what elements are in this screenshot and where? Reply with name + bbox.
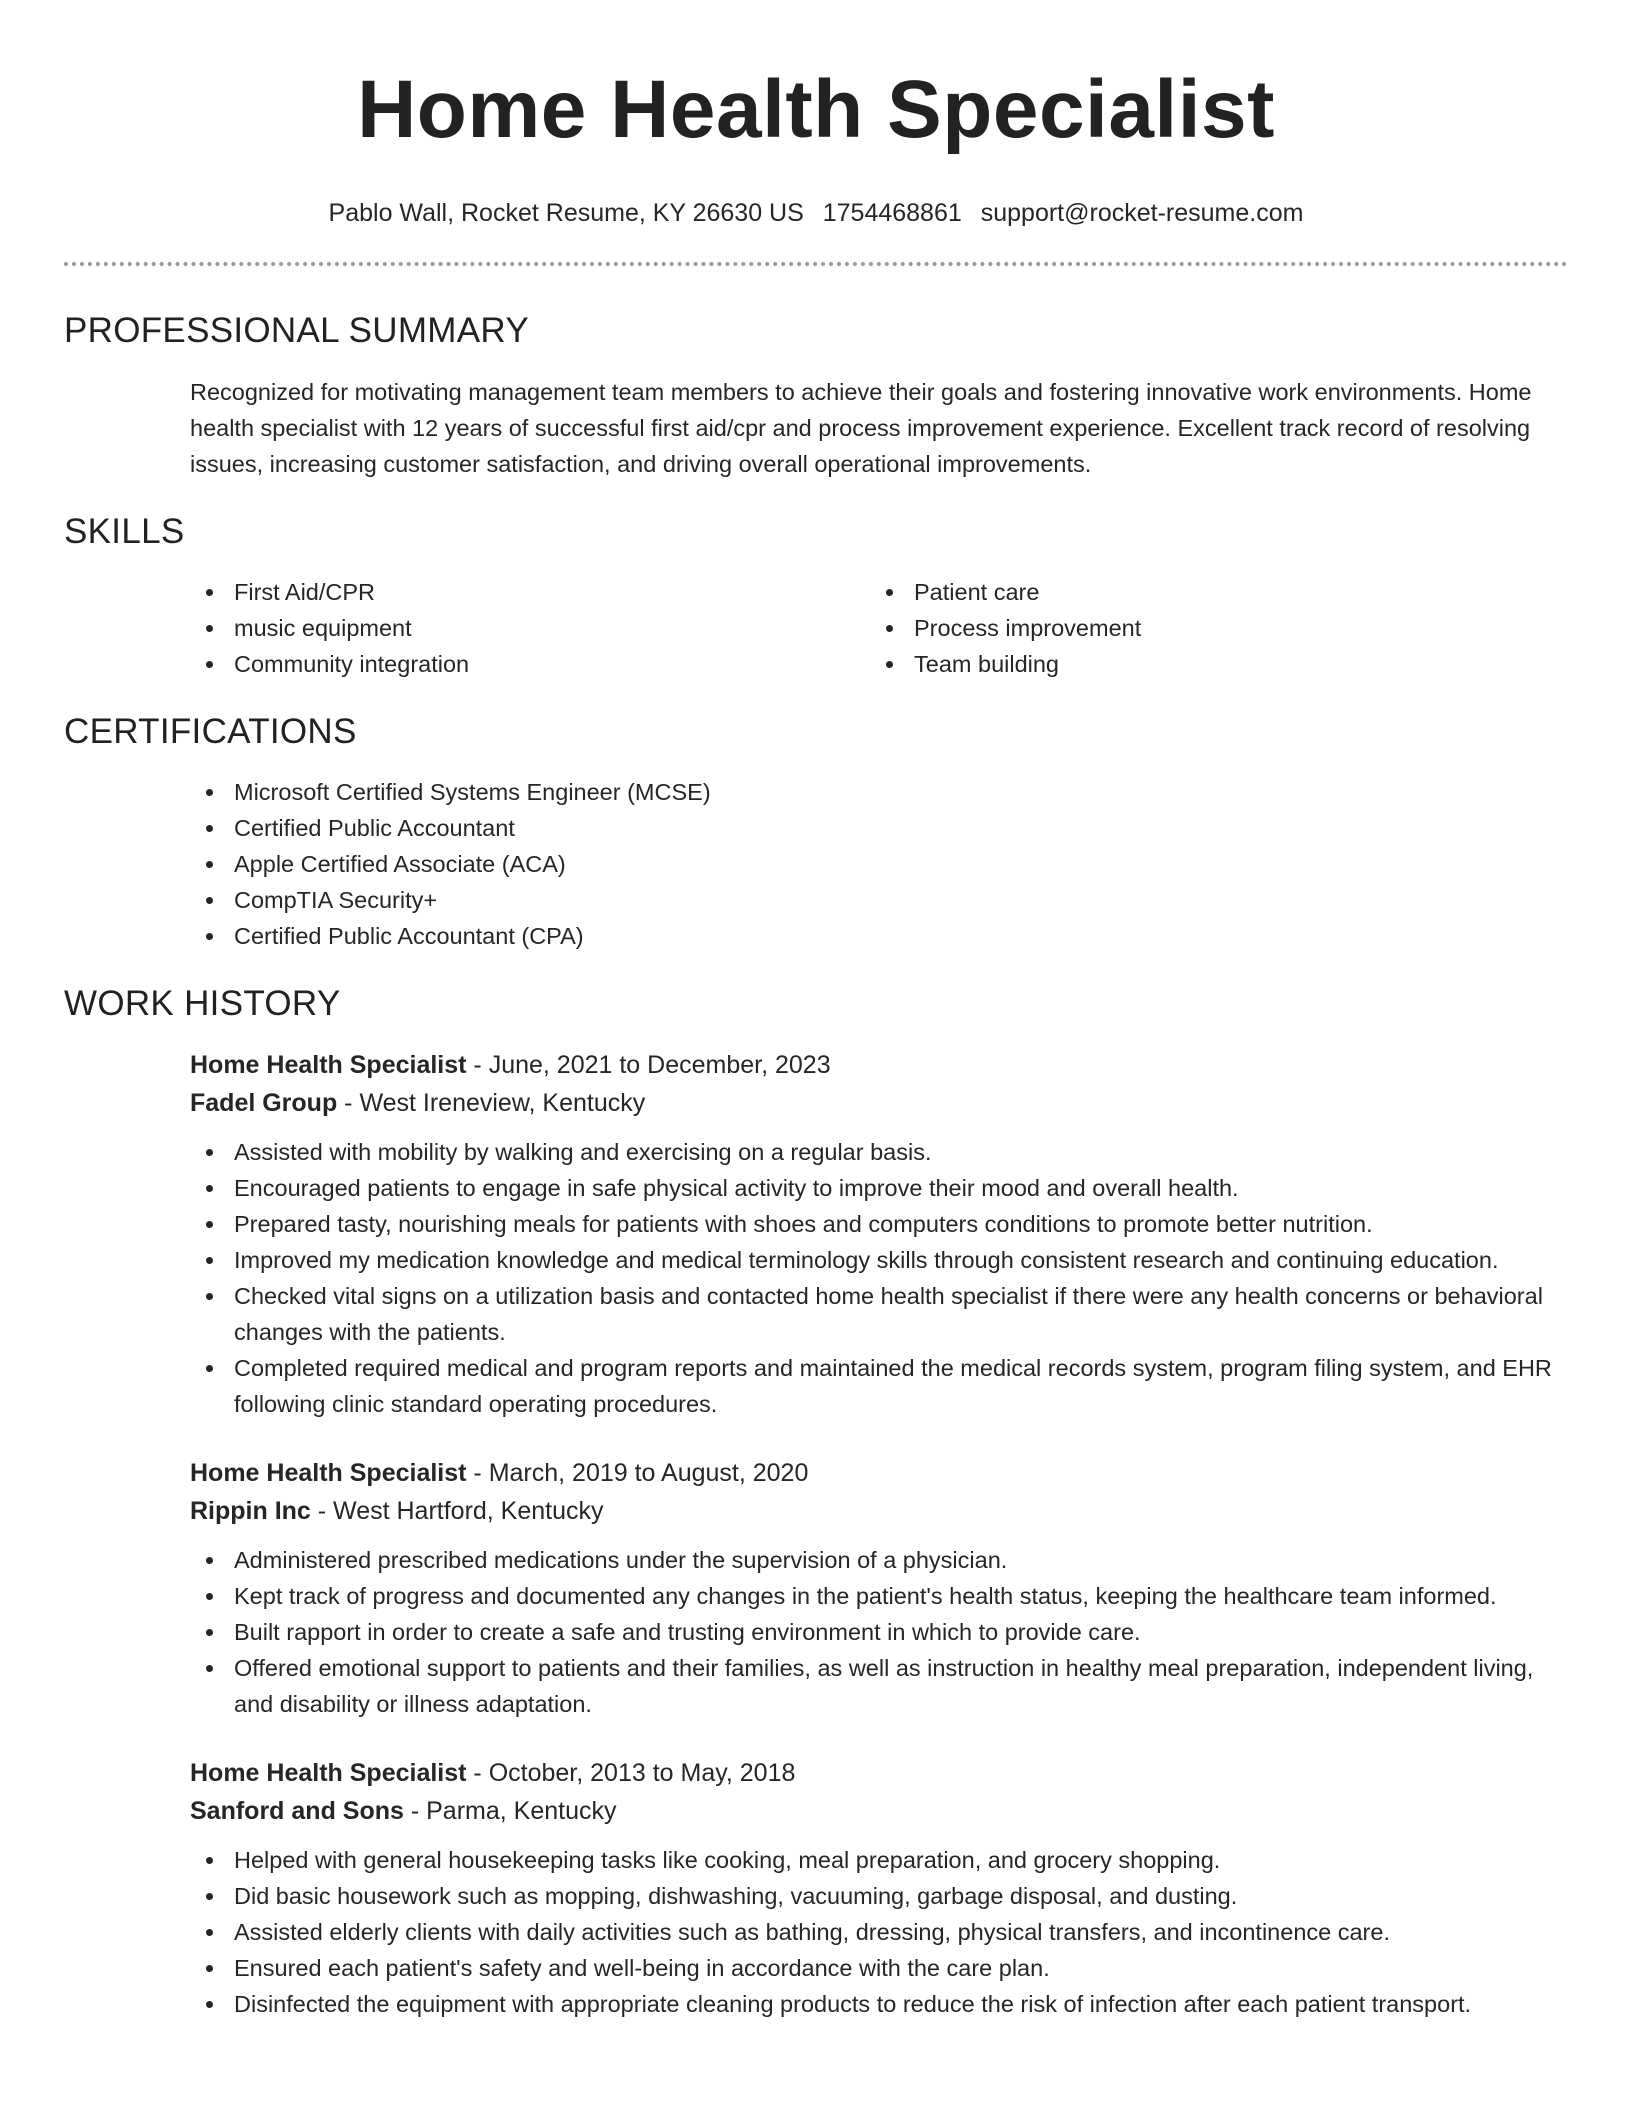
summary-text: Recognized for motivating management team members to achieve their goals and fostering innovative work environments. Home health specialist with 12 years of successful first aid/cpr and process improvement experience. Excellent track record of resolving issues, increasing customer satisfaction, and driving overall operational improvements.	[190, 379, 1532, 477]
skills-column-right	[870, 574, 1550, 682]
job-bullet: Improved my medication knowledge and medical terminology skills through consistent research and continuing education.	[190, 1242, 1568, 1278]
skills-column-left	[190, 574, 870, 682]
job-bullets	[190, 1542, 1568, 1722]
job-bullet: Disinfected the equipment with appropriate cleaning products to reduce the risk of infection after each patient transport.	[190, 1986, 1568, 2022]
job-company-line	[190, 1492, 1568, 1530]
summary-heading: PROFESSIONAL SUMMARY	[64, 311, 529, 350]
job-bullet: Kept track of progress and documented any changes in the patient's health status, keeping the healthcare team informed.	[190, 1578, 1568, 1614]
job-bullet: Helped with general housekeeping tasks like cooking, meal preparation, and grocery shopping.	[190, 1842, 1568, 1878]
job-company: Rippin Inc	[190, 1497, 311, 1525]
job-entry	[190, 1046, 1568, 1422]
certification-item: Certified Public Accountant	[190, 810, 1568, 846]
skill-item: First Aid/CPR	[190, 574, 870, 610]
job-company-line	[190, 1792, 1568, 1830]
job-location: - Parma, Kentucky	[403, 1797, 617, 1825]
skill-item: Process improvement	[870, 610, 1550, 646]
certifications-heading: CERTIFICATIONS	[64, 712, 357, 751]
skill-item: Team building	[870, 646, 1550, 682]
job-location: - West Hartford, Kentucky	[310, 1497, 604, 1525]
skills-grid	[190, 574, 1568, 682]
skill-item: Community integration	[190, 646, 870, 682]
certification-item: Certified Public Accountant (CPA)	[190, 918, 1568, 954]
job-bullet: Built rapport in order to create a safe and trusting environment in which to provide care.	[190, 1614, 1568, 1650]
contact-phone: 1754468861	[822, 199, 962, 227]
job-company-line	[190, 1084, 1568, 1122]
job-entry	[190, 1454, 1568, 1722]
job-company: Sanford and Sons	[190, 1797, 404, 1825]
job-dates: - October, 2013 to May, 2018	[466, 1759, 796, 1787]
job-role: Home Health Specialist	[190, 1459, 467, 1487]
skill-item: music equipment	[190, 610, 870, 646]
job-entry	[190, 1754, 1568, 2022]
job-bullet: Ensured each patient's safety and well-being in accordance with the care plan.	[190, 1950, 1568, 1986]
contact-line	[64, 198, 1568, 228]
certification-item: CompTIA Security+	[190, 882, 1568, 918]
skill-item: Patient care	[870, 574, 1550, 610]
job-location: - West Ireneview, Kentucky	[337, 1089, 646, 1117]
certification-item: Apple Certified Associate (ACA)	[190, 846, 1568, 882]
job-company: Fadel Group	[190, 1089, 338, 1117]
job-bullet: Prepared tasty, nourishing meals for patients with shoes and computers conditions to promote better nutrition.	[190, 1206, 1568, 1242]
job-bullet: Did basic housework such as mopping, dishwashing, vacuuming, garbage disposal, and dusting.	[190, 1878, 1568, 1914]
job-dates: - June, 2021 to December, 2023	[466, 1051, 831, 1079]
job-bullet: Administered prescribed medications under the supervision of a physician.	[190, 1542, 1568, 1578]
work-history-heading: WORK HISTORY	[64, 984, 341, 1023]
job-role: Home Health Specialist	[190, 1759, 467, 1787]
job-bullets	[190, 1842, 1568, 2022]
certifications-list	[190, 774, 1568, 954]
job-dates: - March, 2019 to August, 2020	[466, 1459, 809, 1487]
job-bullet: Assisted elderly clients with daily activities such as bathing, dressing, physical transfers, and incontinence care.	[190, 1914, 1568, 1950]
header-divider	[64, 262, 1568, 266]
job-bullet: Assisted with mobility by walking and exercising on a regular basis.	[190, 1134, 1568, 1170]
job-bullet: Encouraged patients to engage in safe physical activity to improve their mood and overall health.	[190, 1170, 1568, 1206]
resume-name: Home Health Specialist	[357, 64, 1275, 155]
contact-address: Pablo Wall, Rocket Resume, KY 26630 US	[328, 199, 804, 227]
job-bullets	[190, 1134, 1568, 1422]
contact-email: support@rocket-resume.com	[980, 199, 1304, 227]
job-title-line	[190, 1754, 1568, 1792]
resume-page	[64, 0, 1568, 2022]
job-bullet: Offered emotional support to patients and their families, as well as instruction in healthy meal preparation, independent living, and disability or illness adaptation.	[190, 1650, 1568, 1722]
job-title-line	[190, 1454, 1568, 1492]
certification-item: Microsoft Certified Systems Engineer (MCSE)	[190, 774, 1568, 810]
job-bullet: Completed required medical and program reports and maintained the medical records system, program filing system, and EHR following clinic standard operating procedures.	[190, 1350, 1568, 1422]
job-title-line	[190, 1046, 1568, 1084]
job-role: Home Health Specialist	[190, 1051, 467, 1079]
job-bullet: Checked vital signs on a utilization basis and contacted home health specialist if there were any health concerns or behavioral changes with the patients.	[190, 1278, 1568, 1350]
skills-heading: SKILLS	[64, 512, 185, 551]
